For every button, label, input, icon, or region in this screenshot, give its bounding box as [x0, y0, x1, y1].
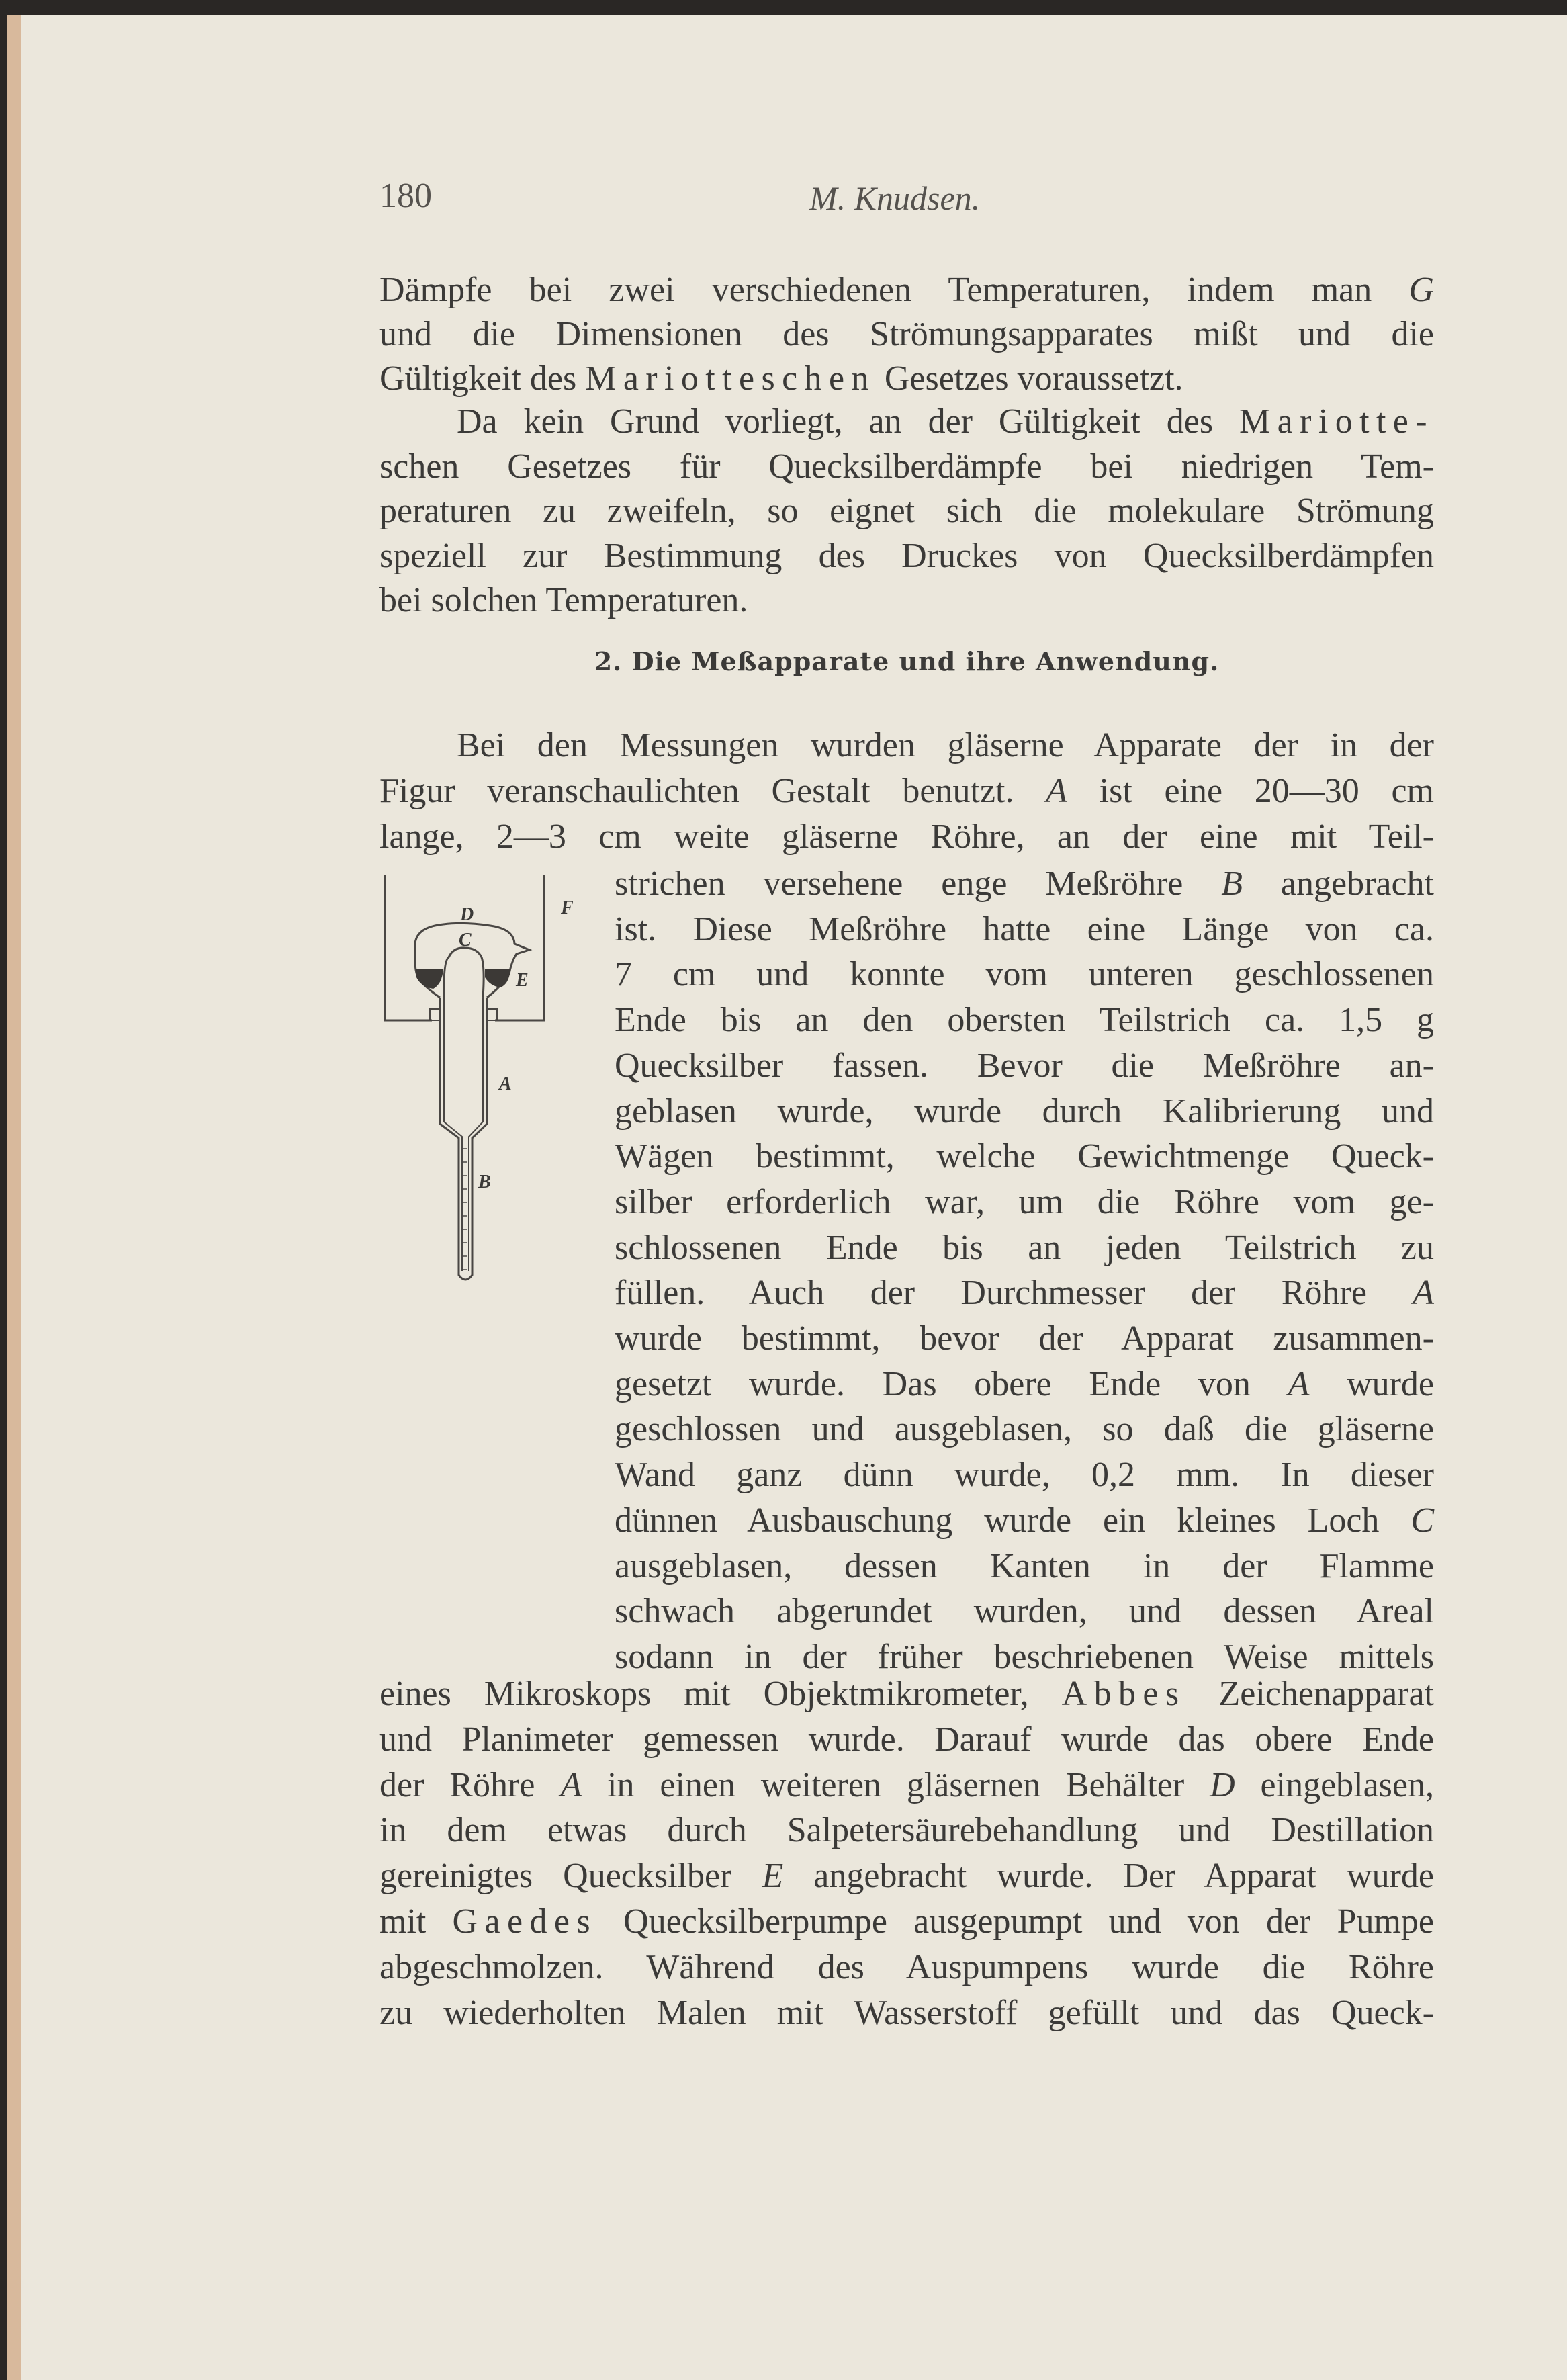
text-run: und die Dimensionen des Strömungsapparates mißt und die [379, 315, 1434, 353]
text-run: geblasen wurde, wurde durch Kalibrierung und [615, 1092, 1434, 1131]
italic-symbol: C [1411, 1501, 1434, 1540]
apparatus-figure [363, 860, 631, 1599]
text-line [379, 1993, 1434, 2033]
text-line [615, 1409, 1434, 1450]
figure-label-f: F [561, 897, 574, 918]
text-line [615, 1137, 1434, 1177]
figure-label-a: A [499, 1073, 512, 1094]
tube-a [440, 948, 487, 1280]
text-line [615, 1591, 1434, 1632]
mercury-e [416, 969, 510, 989]
text-line [379, 314, 1434, 355]
text-run: schwach abgerundet wurden, und dessen Areal [615, 1592, 1434, 1631]
spaced-name: Mariotteschen [585, 359, 876, 398]
text-run: in einen weiteren gläsernen Behälter [582, 1765, 1210, 1804]
text-line [615, 1228, 1434, 1268]
text-line [379, 536, 1434, 576]
italic-symbol: A [1288, 1364, 1310, 1403]
text-line [457, 725, 1434, 766]
text-line [615, 1182, 1434, 1223]
figure-label-d: D [460, 904, 474, 925]
text-line [379, 771, 1434, 811]
text-run: gesetzt wurde. Das obere Ende von [615, 1364, 1288, 1403]
text-line [615, 955, 1434, 995]
text-line [615, 1046, 1434, 1086]
italic-symbol: B [1221, 865, 1243, 903]
spaced-name: Abbes [1061, 1675, 1186, 1713]
text-run: peraturen zu zweifeln, so eignet sich die molekulare Strömung [379, 492, 1434, 530]
text-run: 7 cm und konnte vom unteren geschlossenen [615, 955, 1434, 994]
text-run: sodann in der früher beschriebenen Weise mittels [615, 1637, 1434, 1676]
text-run: mit [379, 1902, 453, 1941]
italic-symbol: E [762, 1857, 784, 1896]
text-run: ist. Diese Meßröhre hatte eine Länge von ca. [615, 910, 1434, 949]
text-line [615, 910, 1434, 950]
text-run: Figur veranschaulichten Gestalt benutzt. [379, 772, 1046, 810]
text-run: und Planimeter gemessen wurde. Darauf wurde das obere Ende [379, 1720, 1434, 1759]
text-run: Gültigkeit des [379, 359, 586, 398]
text-run: Quecksilber fassen. Bevor die Meßröhre an- [615, 1046, 1434, 1085]
text-line [615, 1501, 1434, 1541]
text-line [379, 1947, 1434, 1988]
text-run: eingeblasen, [1235, 1765, 1434, 1804]
text-run: ist eine 20—30 cm [1067, 772, 1434, 810]
text-run: in dem etwas durch Salpetersäurebehandlung und Destillation [379, 1811, 1434, 1850]
text-line [379, 1902, 1434, 1942]
figure-label-c: C [459, 930, 472, 951]
text-line [615, 864, 1434, 904]
text-run: Wägen bestimmt, welche Gewichtmenge Queck- [615, 1137, 1434, 1176]
text-line [379, 1810, 1434, 1851]
text-run: lange, 2—3 cm weite gläserne Röhre, an der eine mit Teil- [379, 818, 1434, 856]
text-run: Gesetzes voraussetzt. [875, 359, 1183, 398]
text-run: zu wiederholten Malen mit Wasserstoff gefüllt und das Queck- [379, 1993, 1434, 2032]
text-line [379, 1720, 1434, 1760]
text-line [379, 1856, 1434, 1896]
text-line [615, 1092, 1434, 1132]
text-line [615, 1319, 1434, 1359]
text-line [615, 1273, 1434, 1313]
figure-label-e: E [516, 970, 529, 991]
text-line [615, 1455, 1434, 1495]
text-line [379, 817, 1434, 857]
text-run: Dämpfe bei zwei verschiedenen Temperaturen, indem man [379, 271, 1409, 309]
page-edge [7, 15, 23, 2380]
italic-symbol: A [560, 1765, 582, 1804]
text-run: silber erforderlich war, um die Röhre vom ge- [615, 1182, 1434, 1221]
text-line [379, 270, 1434, 310]
text-run: schlossenen Ende bis an jeden Teilstrich zu [615, 1228, 1434, 1267]
text-line [379, 580, 1434, 621]
spaced-name: Mariotte- [1239, 402, 1434, 441]
text-run: wurde bestimmt, bevor der Apparat zusammen- [615, 1319, 1434, 1358]
section-heading: 2. Die Meßapparate und ihre Anwendung. [594, 646, 1220, 676]
text-run: schen Gesetzes für Quecksilberdämpfe bei niedrigen Tem- [379, 447, 1434, 486]
text-line [379, 491, 1434, 531]
text-run: angebracht wurde. Der Apparat wurde [783, 1857, 1434, 1896]
text-line [615, 1637, 1434, 1677]
text-run: wurde [1309, 1364, 1435, 1403]
text-run: Da kein Grund vorliegt, an der Gültigkeit des [457, 402, 1240, 441]
text-run: dünnen Ausbauschung wurde ein kleines Loch [615, 1501, 1411, 1540]
text-line [379, 1674, 1434, 1714]
text-run: abgeschmolzen. Während des Auspumpens wurde die Röhre [379, 1947, 1434, 1986]
text-line [615, 1546, 1434, 1587]
text-run: strichen versehene enge Meßröhre [615, 865, 1222, 903]
text-line [379, 447, 1434, 487]
text-run: angebracht [1243, 865, 1434, 903]
text-run: Quecksilberpumpe ausgepumpt und von der Pumpe [596, 1902, 1434, 1941]
italic-symbol: D [1210, 1765, 1235, 1804]
running-head: M. Knudsen. [809, 179, 981, 217]
text-run: der Röhre [379, 1765, 561, 1804]
text-run: eines Mikroskops mit Objektmikrometer, [379, 1675, 1062, 1713]
text-run: Ende bis an den obersten Teilstrich ca. 1,5 g [615, 1001, 1434, 1040]
text-run: Wand ganz dünn wurde, 0,2 mm. In dieser [615, 1456, 1434, 1495]
text-run: ausgeblasen, dessen Kanten in der Flamme [615, 1546, 1434, 1585]
text-line [615, 1000, 1434, 1041]
tube-b-scale [462, 1149, 467, 1270]
text-run: bei solchen Temperaturen. [379, 581, 748, 619]
text-run: gereinigtes Quecksilber [379, 1857, 762, 1896]
text-run: füllen. Auch der Durchmesser der Röhre [615, 1274, 1413, 1313]
italic-symbol: G [1408, 271, 1434, 309]
text-line [457, 402, 1434, 442]
page-number: 180 [379, 177, 432, 215]
italic-symbol: A [1413, 1274, 1434, 1313]
figure-label-b: B [478, 1172, 491, 1192]
text-run: Bei den Messungen wurden gläserne Apparate der in der [457, 726, 1434, 764]
text-line [379, 359, 1434, 399]
text-line [379, 1765, 1434, 1806]
spaced-name: Gaedes [452, 1902, 597, 1941]
text-line [615, 1364, 1434, 1405]
italic-symbol: A [1046, 772, 1067, 810]
text-run: geschlossen und ausgeblasen, so daß die gläserne [615, 1410, 1434, 1449]
text-run: Zeichenapparat [1185, 1675, 1434, 1713]
text-run: speziell zur Bestimmung des Druckes von Quecksilberdämpfen [379, 536, 1434, 575]
